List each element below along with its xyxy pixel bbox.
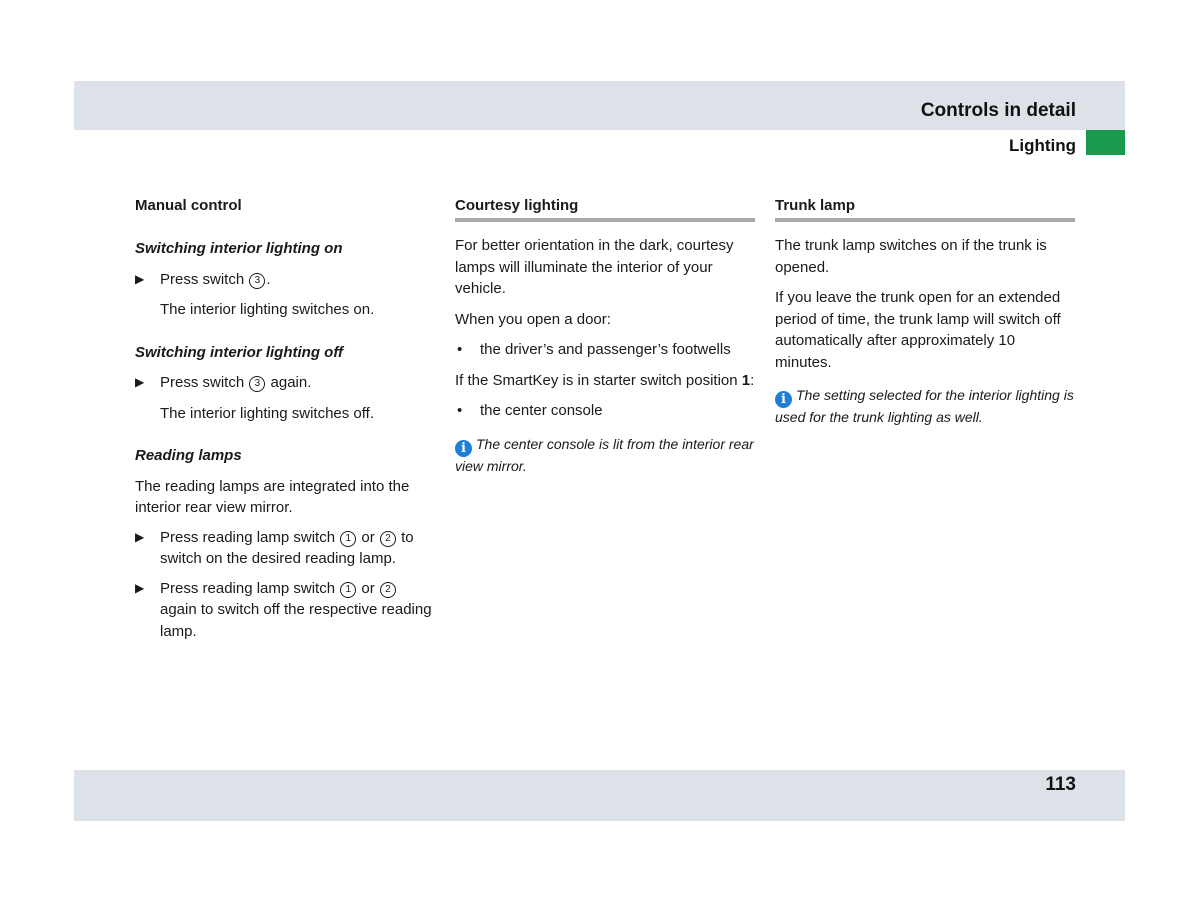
paragraph: If the SmartKey is in starter switch position 1: [455, 371, 755, 389]
column-trunk-lamp [775, 196, 1075, 427]
arrow-right-icon: ▶ [135, 271, 145, 286]
step-press-switch-on: ▶ Press switch 3 . [135, 269, 435, 291]
section-color-tab [1086, 130, 1125, 155]
section-heading: Manual control [135, 197, 242, 214]
bullet-dot: • [457, 402, 463, 419]
page-section-title: Controls in detail [920, 100, 1076, 121]
step-reading-lamp-on: ▶ Press reading lamp switch 1 or 2 to switch on the desired reading lamp. [135, 528, 414, 567]
step-result: The interior lighting switches on. [160, 301, 375, 318]
callout-number: 3 [249, 376, 265, 392]
footer-band [74, 770, 1125, 821]
paragraph: When you open a door: [455, 310, 611, 328]
section-heading: Trunk lamp [775, 197, 856, 214]
list-item: • the center console [455, 400, 755, 422]
arrow-right-icon: ▶ [135, 375, 145, 389]
bullet-dot: • [457, 341, 463, 358]
column-manual-control [135, 196, 435, 642]
step-result: The interior lighting switches off. [160, 404, 374, 422]
callout-number: 3 [249, 273, 265, 289]
page-number: 113 [1045, 774, 1076, 795]
arrow-right-icon: ▶ [135, 529, 145, 544]
list-item: • the driver’s and passenger’s footwells [455, 339, 755, 361]
info-icon: i [455, 440, 472, 457]
paragraph: For better orientation in the dark, courtesy lamps will illuminate the interior of your vehicle. [455, 237, 734, 297]
info-note: i The center console is lit from the interior rear view mirror. [455, 435, 754, 474]
subheading-lighting-off: Switching interior lighting off [135, 343, 344, 361]
step-reading-lamp-off: ▶ Press reading lamp switch 1 or 2 again to switch off the respective reading lamp. [135, 579, 432, 640]
callout-number: 2 [380, 531, 396, 547]
info-icon: i [775, 391, 792, 408]
paragraph: The reading lamps are integrated into the interior rear view mirror. [135, 477, 410, 516]
subheading-lighting-on: Switching interior lighting on [135, 240, 343, 257]
callout-number: 1 [340, 531, 356, 547]
column-courtesy-lighting [455, 196, 755, 476]
section-rule [455, 218, 755, 222]
step-press-switch-off: ▶ Press switch 3 again. [135, 372, 435, 394]
arrow-right-icon: ▶ [135, 580, 145, 595]
subheading-reading-lamps: Reading lamps [135, 447, 242, 464]
callout-number: 1 [340, 582, 356, 598]
paragraph: If you leave the trunk open for an extended period of time, the trunk lamp will switch off automatically after approximately 10 minutes. [775, 289, 1061, 371]
paragraph: The trunk lamp switches on if the trunk is opened. [775, 237, 1047, 276]
page-subsection-title: Lighting [1008, 136, 1076, 155]
info-note: i The setting selected for the interior lighting is used for the trunk lighting as well. [775, 387, 1074, 425]
section-rule [775, 218, 1075, 222]
section-heading: Courtesy lighting [455, 197, 579, 214]
callout-number: 2 [380, 582, 396, 598]
